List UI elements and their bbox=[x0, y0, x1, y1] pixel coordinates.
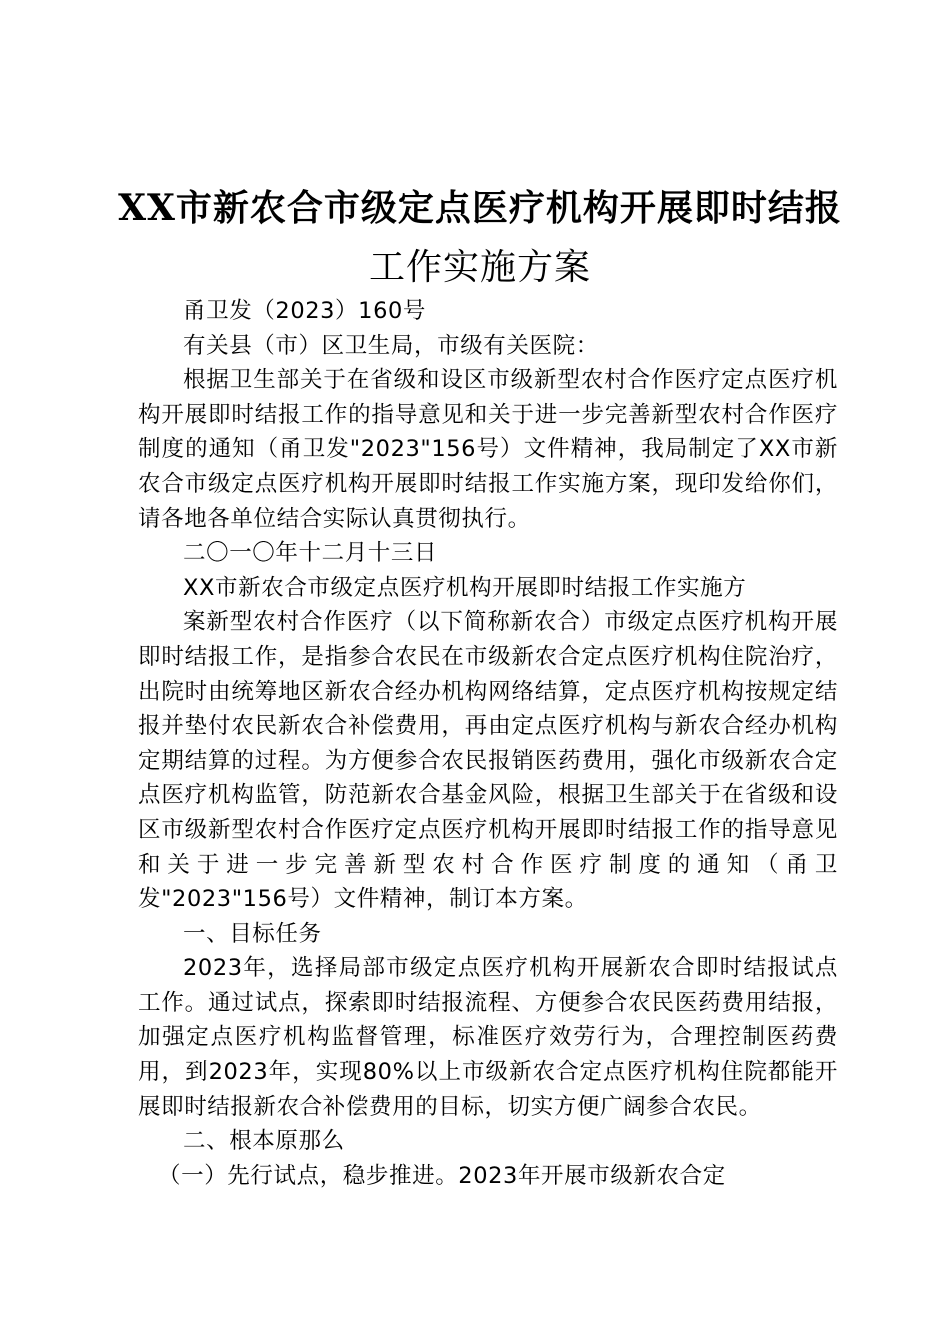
intro-paragraph: 根据卫生部关于在省级和设区市级新型农村合作医疗定点医疗机构开展即时结报工作的指导意见和关于进一步完善新型农村合作医疗制度的通知（甬卫发"2023"156号）文件精神，我局制定了XX市新农合市级定点医疗机构开展即时结报工作实施方案，现印发给你们，请各地各单位结合实际认真贯彻执行。 bbox=[138, 367, 838, 532]
section2-item1: （一）先行试点，稳步推进。2023年开展市级新农合定 bbox=[158, 1162, 726, 1189]
addressee: 有关县（市）区卫生局，市级有关医院： bbox=[183, 332, 599, 359]
section1-heading: 一、目标任务 bbox=[183, 920, 322, 947]
issue-date: 二〇一〇年十二月十三日 bbox=[183, 540, 438, 567]
document-title-line1: XX市新农合市级定点医疗机构开展即时结报 bbox=[118, 187, 842, 229]
section2-heading: 二、根本原那么 bbox=[183, 1128, 345, 1155]
doc-number: 甬卫发（2023）160号 bbox=[183, 298, 427, 324]
document-body bbox=[138, 294, 838, 1193]
document-title-line2: 工作实施方案 bbox=[368, 247, 591, 288]
plan-heading: XX市新农合市级定点医疗机构开展即时结报工作实施方 bbox=[183, 574, 747, 601]
section1-paragraph: 2023年，选择局部市级定点医疗机构开展新农合即时结报试点工作。通过试点，探索即时结报流程、方便参合农民医药费用结报，加强定点医疗机构监督管理，标准医疗效劳行为，合理控制医药费用，到2023年，实现80%以上市级新农合定点医疗机构住院都能开展即时结报新农合补偿费用的目标，切实方便广阔参合农民。 bbox=[138, 955, 838, 1120]
plan-body-paragraph: 案新型农村合作医疗（以下简称新农合）市级定点医疗机构开展即时结报工作，是指参合农民在市级新农合定点医疗机构住院治疗，出院时由统筹地区新农合经办机构网络结算，定点医疗机构按规定结报并垫付农民新农合补偿费用，再由定点医疗机构与新农合经办机构定期结算的过程。为方便参合农民报销医药费用，强化市级新农合定点医疗机构监管，防范新农合基金风险，根据卫生部关于在省级和设区市级新型农村合作医疗定点医疗机构开展即时结报工作的指导意见和关于进一步完善新型农村合作医疗制度的通知（甬卫发"2023"156号）文件精神，制订本方案。 bbox=[138, 609, 838, 913]
